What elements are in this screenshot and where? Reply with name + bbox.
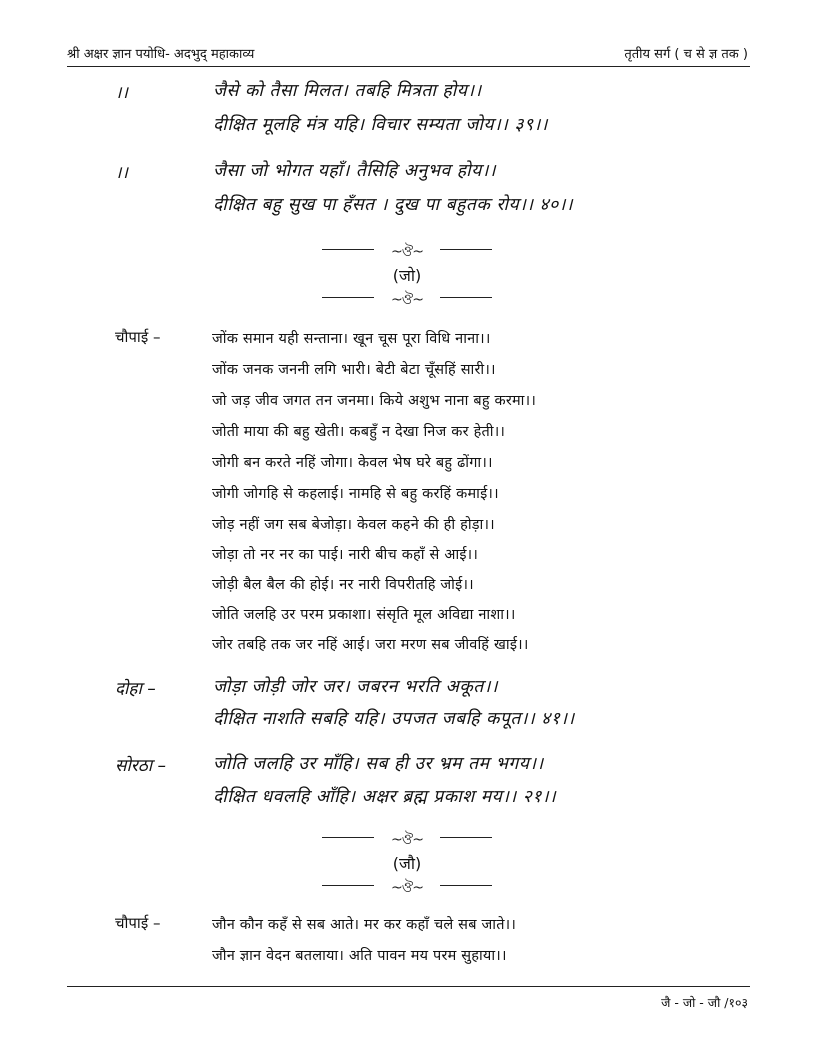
verse-line: दीक्षित मूलहि मंत्र यहि। विचार सम्यता जोय।। ३९।।: [213, 115, 548, 135]
chaupai-label: चौपाई –: [115, 914, 161, 932]
footer-rule: [67, 986, 750, 987]
chaupai-line: जोगी जोगहि से कहलाई। नामहि से बहु करहिं कमाई।।: [212, 486, 499, 502]
verse-marker: ।।: [115, 83, 128, 103]
ornament-divider: [322, 240, 492, 264]
verse-line: जैसे को तैसा मिलत। तबहि मित्रता होय।।: [213, 81, 482, 101]
running-header-chapter: तृतीय सर्ग ( च से ज्ञ तक ): [624, 47, 748, 62]
verse-line: दीक्षित बहु सुख पा हँसत । दुख पा बहुतक रोय।। ४०।।: [213, 195, 573, 215]
chaupai-line: जोगी बन करते नहिं जोगा। केवल भेष घरे बहु ढोंगा।।: [212, 455, 493, 471]
chaupai-line: जोड़ा तो नर नर का पाई। नारी बीच कहाँ से आई।।: [212, 547, 479, 563]
verse-marker: ।।: [115, 163, 128, 183]
chaupai-line: जोंक समान यही सन्ताना। खून चूस पूरा विधि नाना।।: [212, 331, 491, 347]
ornament-divider: [322, 876, 492, 900]
chaupai-line: जौन ज्ञान वेदन बतलाया। अति पावन मय परम सुहाया।।: [212, 948, 507, 964]
chaupai-line: जोंक जनक जननी लगि भारी। बेटी बेटा चूँसहिं सारी।।: [212, 362, 496, 378]
chaupai-line: जोती माया की बहु खेती। कबहुँ न देखा निज कर हेती।।: [212, 424, 506, 440]
sortha-label: सोरठा –: [115, 756, 167, 776]
chaupai-line: जोड़ी बैल बैल की होई। नर नारी विपरीतहि जोई।।: [212, 577, 474, 593]
ornament-divider: [322, 288, 492, 312]
chaupai-line: जोति जलहि उर परम प्रकाशा। संसृति मूल अविद्या नाशा।।: [212, 607, 516, 623]
chaupai-line: जो जड़ जीव जगत तन जनमा। किये अशुभ नाना बहु करमा।।: [212, 393, 537, 409]
sortha-line: जोति जलहि उर माँहि। सब ही उर भ्रम तम भगय।।: [213, 754, 544, 774]
chaupai-line: जोड़ नहीं जग सब बेजोड़ा। केवल कहने की ही होड़ा।।: [212, 517, 495, 533]
chaupai-line: जौन कौन कहँ से सब आते। मर कर कहाँ चले सब जाते।।: [212, 917, 517, 933]
page-footer: जै - जो - जौ /१०३: [661, 995, 748, 1010]
chaupai-label: चौपाई –: [115, 328, 161, 346]
doha-line: दीक्षित नाशति सबहि यहि। उपजत जबहि कपूत।। ४१।।: [213, 709, 575, 729]
flourish-icon: ~ঔ~: [391, 244, 423, 260]
verse-line: जैसा जो भोगत यहाँ। तैसिहि अनुभव होय।।: [213, 161, 497, 181]
flourish-icon: ~ঔ~: [391, 292, 423, 308]
doha-line: जोड़ा जोड़ी जोर जर। जबरन भरति अकूत।।: [213, 677, 499, 697]
section-heading: (जो): [392, 266, 422, 285]
header-rule: [67, 66, 750, 67]
section-heading: (जौ): [392, 854, 422, 873]
flourish-icon: ~ঔ~: [391, 832, 423, 848]
sortha-line: दीक्षित धवलहि आँहि। अक्षर ब्रह्म प्रकाश मय।। २१।।: [213, 787, 557, 807]
running-header-title: श्री अक्षर ज्ञान पयोधि- अदभुद् महाकाव्य: [67, 47, 255, 62]
flourish-icon: ~ঔ~: [391, 880, 423, 896]
chaupai-line: जोर तबहि तक जर नहिं आई। जरा मरण सब जीवहिं खाई।।: [212, 637, 529, 653]
doha-label: दोहा –: [115, 679, 156, 699]
ornament-divider: [322, 828, 492, 852]
